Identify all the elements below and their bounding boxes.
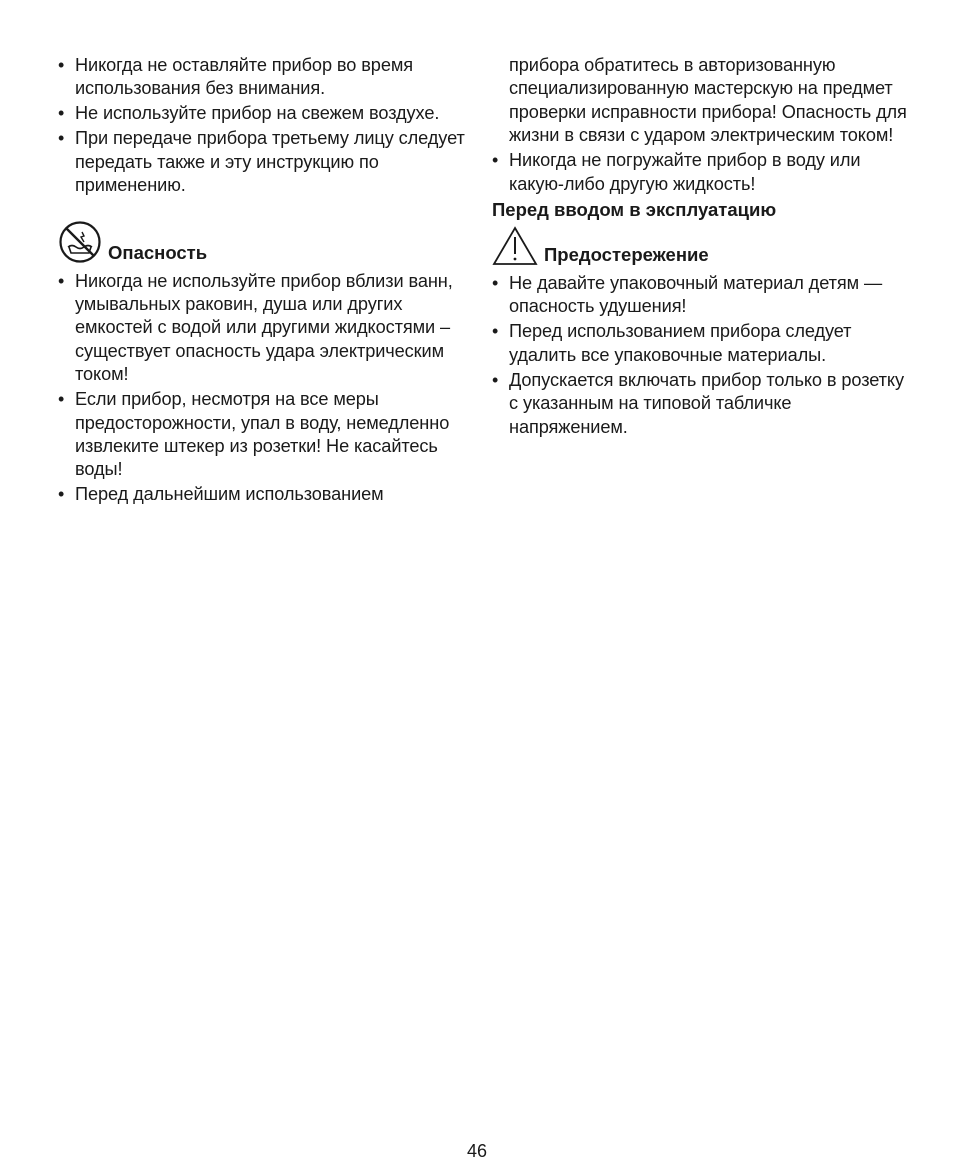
no-water-icon: [58, 220, 102, 264]
list-item: • Если прибор, несмотря на все меры предосторожности, упал в воду, немедленно извлеките штекер из розетки! Не касайтесь воды!: [58, 389, 450, 480]
list-item: • Перед использованием прибора следует удалить все упаковочные материалы.: [492, 321, 852, 365]
caution-label: Предостережение: [544, 244, 709, 266]
left-column: [58, 54, 478, 508]
warning-triangle-icon: [492, 226, 538, 266]
caution-heading: [492, 226, 912, 266]
continued-text: прибора обратитесь в авторизованную специализированную мастерскую на предмет проверки исправности прибора! Опасность для жизни в связи с ударом электрическим током!: [509, 55, 907, 146]
bullet: •: [58, 128, 65, 149]
list-item: • Перед дальнейшим использованием: [58, 483, 478, 506]
bullet: •: [492, 150, 499, 171]
general-safety-list: [58, 54, 478, 198]
right-column: [492, 54, 912, 441]
page-number: 46: [466, 1141, 488, 1161]
danger-list: [58, 270, 478, 507]
caution-list: [492, 272, 912, 439]
immersion-list: [492, 149, 912, 196]
bullet: •: [58, 55, 65, 75]
bullet: •: [58, 103, 65, 124]
bullet: •: [58, 270, 65, 291]
bullet: •: [492, 321, 499, 342]
list-item: • Не используйте прибор на свежем воздухе.: [58, 102, 478, 125]
danger-label: Опасность: [108, 241, 208, 263]
list-item: • Никогда не оставляйте прибор во время использования без внимания.: [58, 55, 413, 99]
list-item: • Никогда не погружайте прибор в воду или какую-либо другую жидкость!: [492, 150, 861, 194]
section-title: Перед вводом в эксплуатацию: [492, 199, 777, 221]
bullet: •: [58, 484, 65, 505]
list-item: • Никогда не используйте прибор вблизи ванн, умывальных раковин, душа или других емкостей с водой или другими жидкостями – существует опасность удара электрическим током!: [58, 270, 453, 385]
bullet: •: [58, 389, 65, 410]
bullet: •: [492, 273, 499, 294]
danger-heading: [58, 220, 478, 264]
bullet: •: [492, 369, 499, 390]
list-item: • Допускается включать прибор только в розетку с указанным на типовой табличке напряжением.: [492, 369, 904, 437]
list-item: • Не давайте упаковочный материал детям — опасность удушения!: [492, 273, 883, 317]
list-item: • При передаче прибора третьему лицу следует передать также и эту инструкцию по применению.: [58, 128, 465, 196]
